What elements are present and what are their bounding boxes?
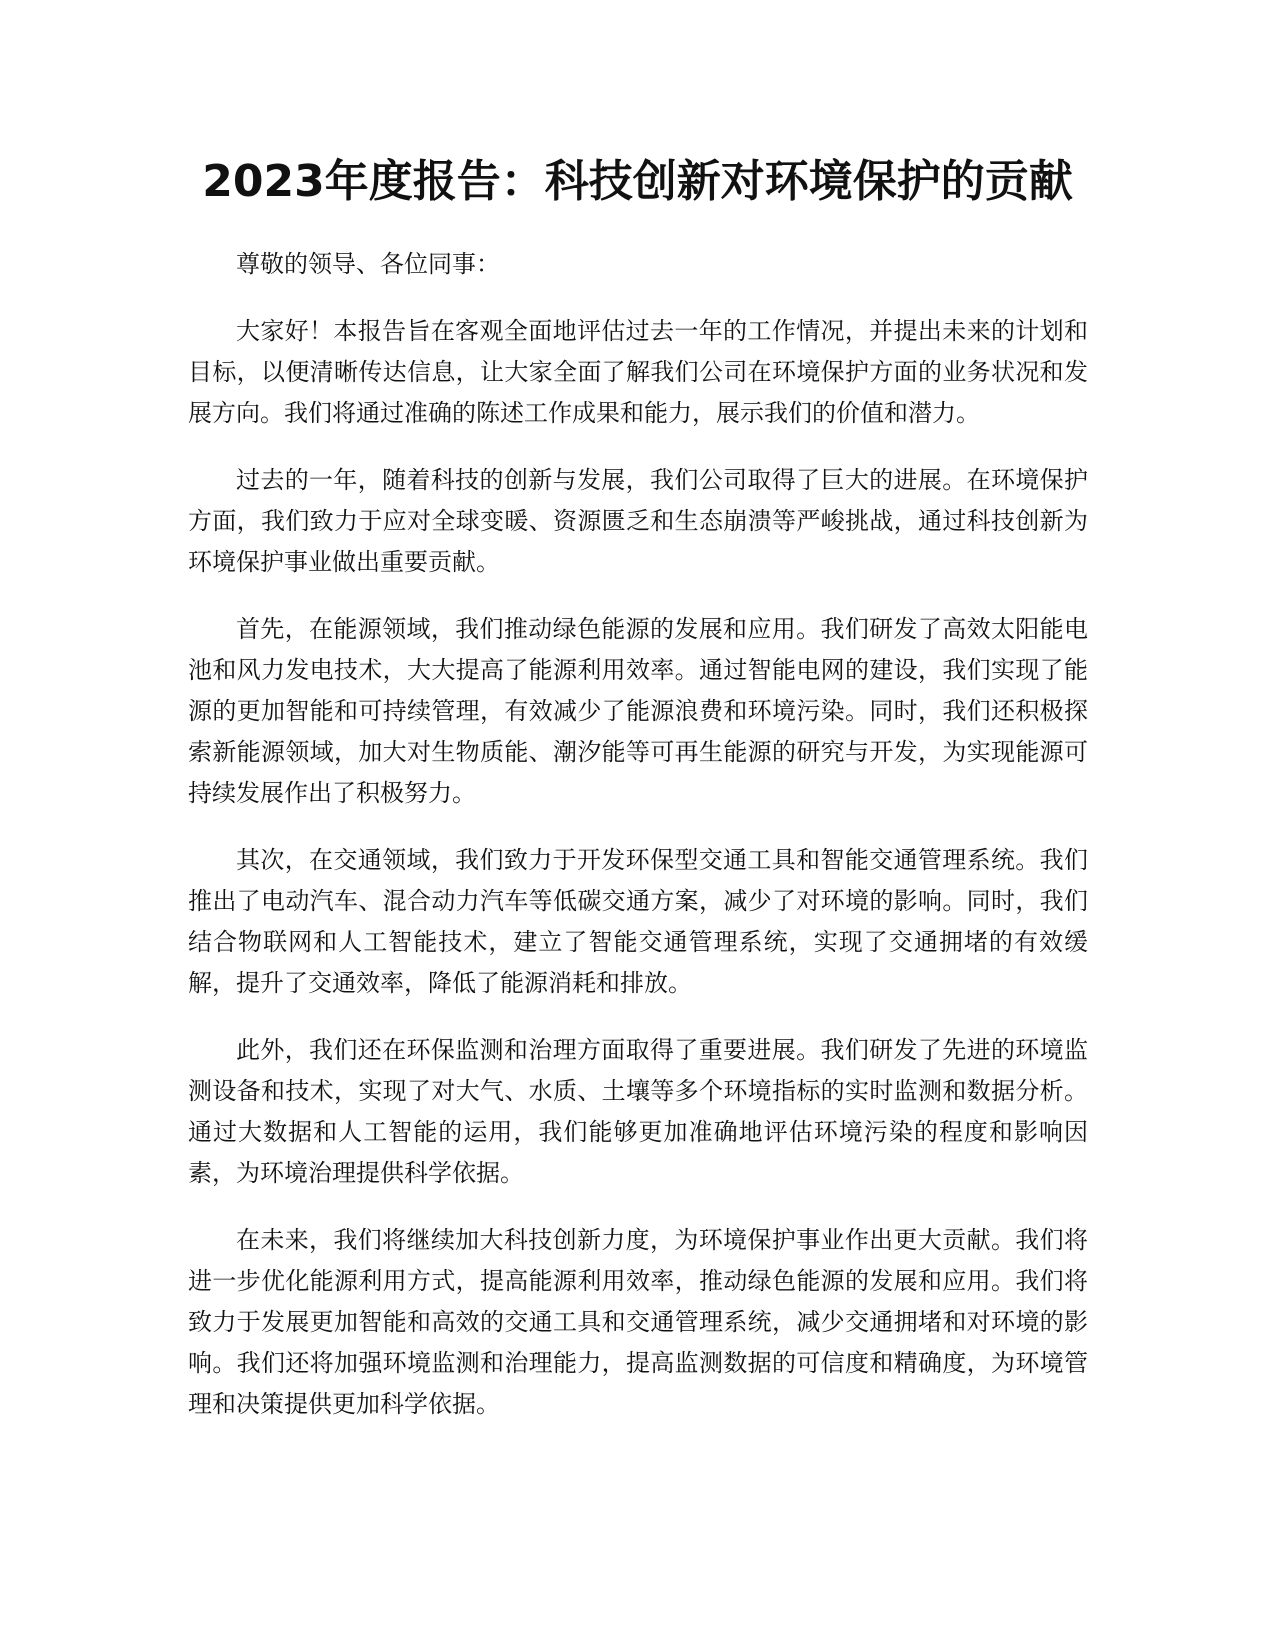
paragraph-monitoring: 此外，我们还在环保监测和治理方面取得了重要进展。我们研发了先进的环境监测设备和技术，实现了对大气、水质、土壤等多个环境指标的实时监测和数据分析。通过大数据和人工智能的运用，我们能够更加准确地评估环境污染的程度和影响因素，为环境治理提供科学依据。: [188, 1036, 1088, 1187]
document-title: 2023年度报告：科技创新对环境保护的贡献: [202, 156, 1073, 207]
paragraph-future: 在未来，我们将继续加大科技创新力度，为环境保护事业作出更大贡献。我们将进一步优化能源利用方式，提高能源利用效率，推动绿色能源的发展和应用。我们将致力于发展更加智能和高效的交通工具和交通管理系统，减少交通拥堵和对环境的影响。我们还将加强环境监测和治理能力，提高监测数据的可信度和精确度，为环境管理和决策提供更加科学依据。: [188, 1226, 1088, 1418]
paragraph-introduction: 大家好！本报告旨在客观全面地评估过去一年的工作情况，并提出未来的计划和目标，以便清晰传达信息，让大家全面了解我们公司在环境保护方面的业务状况和发展方向。我们将通过准确的陈述工作成果和能力，展示我们的价值和潜力。: [188, 317, 1088, 427]
paragraph-energy: 首先，在能源领域，我们推动绿色能源的发展和应用。我们研发了高效太阳能电池和风力发电技术，大大提高了能源利用效率。通过智能电网的建设，我们实现了能源的更加智能和可持续管理，有效减少了能源浪费和环境污染。同时，我们还积极探索新能源领域，加大对生物质能、潮汐能等可再生能源的研究与开发，为实现能源可持续发展作出了积极努力。: [188, 615, 1088, 807]
paragraph-past-year: 过去的一年，随着科技的创新与发展，我们公司取得了巨大的进展。在环境保护方面，我们致力于应对全球变暖、资源匮乏和生态崩溃等严峻挑战，通过科技创新为环境保护事业做出重要贡献。: [188, 466, 1088, 576]
document-body: [188, 244, 1088, 1451]
paragraph-salutation: 尊敬的领导、各位同事：: [236, 250, 500, 278]
paragraph-transport: 其次，在交通领域，我们致力于开发环保型交通工具和智能交通管理系统。我们推出了电动汽车、混合动力汽车等低碳交通方案，减少了对环境的影响。同时，我们结合物联网和人工智能技术，建立了智能交通管理系统，实现了交通拥堵的有效缓解，提升了交通效率，降低了能源消耗和排放。: [188, 846, 1088, 997]
